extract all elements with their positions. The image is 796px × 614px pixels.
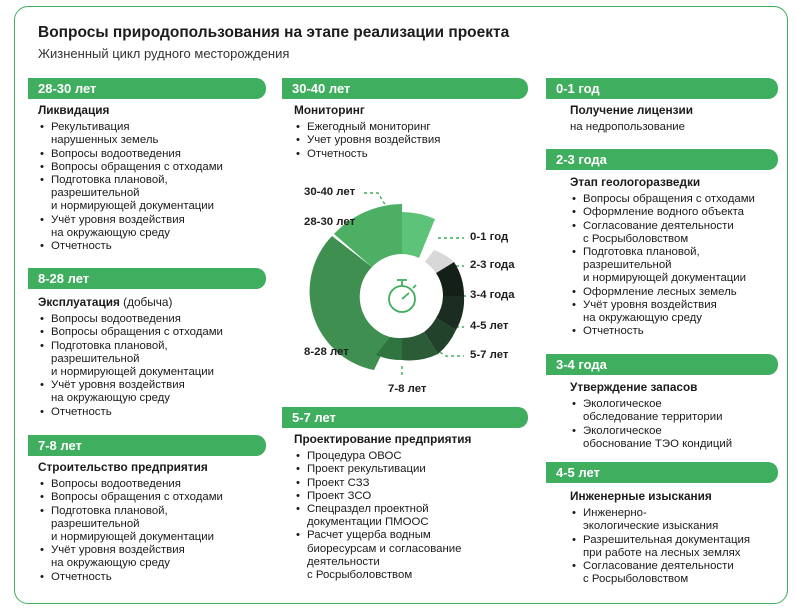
list-item: • Оформление водного объекта [570, 206, 784, 219]
list-item: • Экологическое обследование территории [570, 398, 780, 424]
stage-block-surveys [570, 490, 784, 586]
list-item: • Вопросы обращения с отходами [38, 161, 268, 174]
wheel-label-4-5: 4-5 лет [470, 320, 509, 332]
list-item: • Отчетность [570, 325, 784, 338]
stage-block-exploration [570, 176, 784, 338]
list-item: • Подготовка плановой, разрешительной и нормирующей документации [38, 174, 268, 214]
stage-list [570, 507, 784, 586]
stage-bar-5-7: 5-7 лет [282, 407, 528, 428]
list-item: • Спецраздел проектной документации ПМООС [294, 503, 524, 529]
list-item: • Учёт уровня воздействия на окружающую среду [38, 214, 268, 240]
list-item: • Согласование деятельности с Росрыболовством [570, 560, 784, 586]
page-title: Вопросы природопользования на этапе реализации проекта [38, 24, 510, 41]
stage-bar-8-28: 8-28 лет [28, 268, 266, 289]
list-item: • Проект рекультивации [294, 463, 524, 476]
list-item: • Учет уровня воздействия [294, 134, 524, 147]
wheel-label-30-40: 30-40 лет [304, 186, 356, 198]
list-item: • Вопросы водоотведения [38, 313, 268, 326]
stage-heading: Получение лицензии [570, 103, 693, 117]
stage-heading-main: Эксплуатация [38, 295, 120, 309]
list-item: • Учёт уровня воздействия на окружающую среду [570, 299, 784, 325]
stage-bar-4-5: 4-5 лет [546, 462, 778, 483]
stage-bar-0-1: 0-1 год [546, 78, 778, 99]
list-item: • Процедура ОВОС [294, 450, 524, 463]
list-item: • Расчет ущерба водным биоресурсам и согласование деятельности с Росрыболовством [294, 529, 524, 582]
wheel-label-3-4: 3-4 года [470, 289, 515, 301]
list-item: • Вопросы водоотведения [38, 148, 268, 161]
list-item: • Ежегодный мониторинг [294, 121, 524, 134]
stage-bar-2-3: 2-3 года [546, 149, 778, 170]
list-item: • Согласование деятельности с Росрыболовством [570, 220, 784, 246]
stage-bar-7-8: 7-8 лет [28, 435, 266, 456]
list-item: • Подготовка плановой, разрешительной и нормирующей документации [38, 340, 268, 380]
list-item: • Отчетность [38, 240, 268, 253]
list-item: • Вопросы обращения с отходами [570, 193, 784, 206]
list-item: • Проект ЗСО [294, 490, 524, 503]
wheel-center [368, 262, 436, 330]
list-item: • Учёт уровня воздействия на окружающую среду [38, 379, 268, 405]
list-item: • Подготовка плановой, разрешительной и нормирующей документации [570, 246, 784, 286]
wheel-label-2-3: 2-3 года [470, 259, 515, 271]
wheel-label-28-30: 28-30 лет [304, 216, 356, 228]
list-item: • Вопросы обращения с отходами [38, 326, 268, 339]
list-item: • Подготовка плановой, разрешительной и нормирующей документации [38, 505, 268, 545]
list-item: • Разрешительная документация при работе на лесных землях [570, 534, 784, 560]
list-item: • Экологическое обоснование ТЭО кондиций [570, 425, 780, 451]
stage-block-reserves [570, 381, 780, 451]
list-item: • Оформление лесных земель [570, 286, 784, 299]
list-item: • Отчетность [38, 571, 268, 584]
list-item: • Отчетность [38, 406, 268, 419]
stage-bar-28-30: 28-30 лет [28, 78, 266, 99]
stage-heading: Строительство предприятия [38, 460, 208, 474]
stage-heading: Утверждение запасов [570, 380, 698, 394]
list-item: • Инженерно- экологические изыскания [570, 507, 784, 533]
stage-heading: Мониторинг [294, 103, 365, 117]
list-item: • Вопросы обращения с отходами [38, 491, 268, 504]
list-item: • Проект СЗЗ [294, 477, 524, 490]
page-subtitle: Жизненный цикл рудного месторождения [38, 46, 290, 61]
wheel-label-5-7: 5-7 лет [470, 349, 509, 361]
stage-bar-30-40: 30-40 лет [282, 78, 528, 99]
segment-30-40 [402, 212, 435, 258]
list-item: • Отчетность [294, 148, 524, 161]
stage-block-license [570, 104, 780, 134]
wheel-label-8-28: 8-28 лет [304, 346, 349, 358]
list-item: • Рекультивация нарушенных земель [38, 121, 268, 147]
stage-heading: Инженерные изыскания [570, 489, 712, 503]
list-item: • Вопросы водоотведения [38, 478, 268, 491]
stage-heading: Проектирование предприятия [294, 432, 472, 446]
list-item: • Учёт уровня воздействия на окружающую среду [38, 544, 268, 570]
stage-list [570, 193, 784, 338]
wheel-label-0-1: 0-1 год [470, 231, 509, 243]
stage-heading: Этап геологоразведки [570, 175, 701, 189]
stage-bar-3-4: 3-4 года [546, 354, 778, 375]
stage-heading: Ликвидация [38, 103, 110, 117]
stage-text: на недропользование [570, 121, 685, 134]
stage-heading-extra: (добыча) [119, 295, 173, 309]
wheel-label-7-8: 7-8 лет [388, 383, 427, 395]
stage-list [570, 398, 780, 451]
